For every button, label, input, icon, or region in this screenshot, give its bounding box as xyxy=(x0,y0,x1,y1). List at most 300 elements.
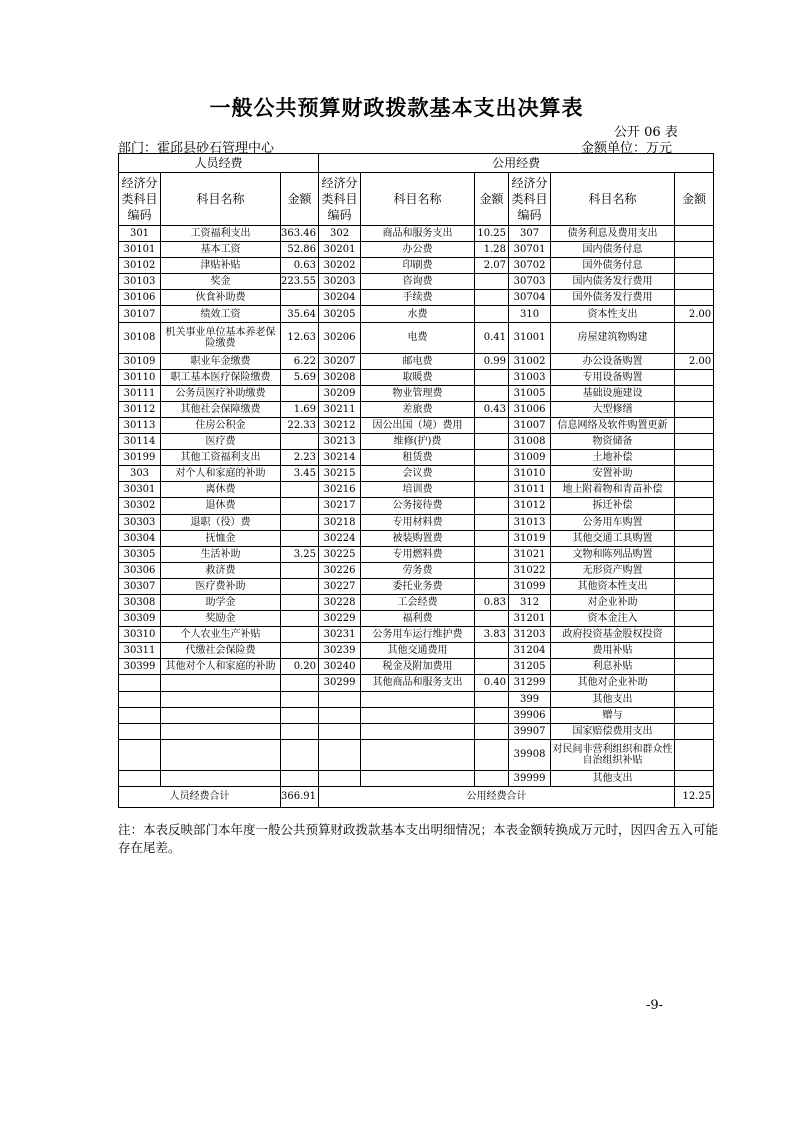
cell-name: 职业年金缴费 xyxy=(161,353,281,369)
cell-code xyxy=(119,770,161,786)
cell-name: 对个人和家庭的补助 xyxy=(161,466,281,482)
cell-name: 个人农业生产补贴 xyxy=(161,627,281,643)
cell-amount xyxy=(281,578,319,594)
cell-amount xyxy=(475,274,509,290)
cell-code: 30303 xyxy=(119,514,161,530)
cell-code: 30106 xyxy=(119,290,161,306)
table-row xyxy=(119,417,714,433)
cell-code: 31011 xyxy=(509,482,551,498)
cell-code: 30399 xyxy=(119,659,161,675)
cell-code: 31003 xyxy=(509,369,551,385)
cell-name: 福利费 xyxy=(361,611,475,627)
cell-amount xyxy=(475,723,509,739)
cell-amount xyxy=(281,530,319,546)
cell-amount xyxy=(675,498,714,514)
cell-amount xyxy=(475,417,509,433)
cell-name: 培训费 xyxy=(361,482,475,498)
cell-code: 30108 xyxy=(119,322,161,353)
table-row xyxy=(119,450,714,466)
cell-name: 安置补助 xyxy=(551,466,675,482)
public-total-value: 12.25 xyxy=(675,786,714,807)
footnote: 注：本表反映部门本年度一般公共预算财政拨款基本支出明细情况；本表金额转换成万元时，因四舍五入可能存在尾差。 xyxy=(118,822,719,855)
cell-code: 310 xyxy=(509,306,551,322)
cell-code: 30103 xyxy=(119,274,161,290)
cell-code: 31299 xyxy=(509,675,551,691)
cell-amount xyxy=(281,385,319,401)
table-row xyxy=(119,290,714,306)
cell-name: 利息补贴 xyxy=(551,659,675,675)
cell-code: 307 xyxy=(509,226,551,242)
cell-amount: 0.41 xyxy=(475,322,509,353)
cell-amount: 35.64 xyxy=(281,306,319,322)
cell-amount xyxy=(475,691,509,707)
table-row xyxy=(119,611,714,627)
cell-name: 退休费 xyxy=(161,498,281,514)
header-amount: 金额 xyxy=(675,173,714,226)
cell-amount xyxy=(675,369,714,385)
cell-amount xyxy=(281,514,319,530)
table-row xyxy=(119,401,714,417)
cell-name: 租赁费 xyxy=(361,450,475,466)
cell-amount xyxy=(281,723,319,739)
cell-amount xyxy=(475,530,509,546)
cell-name: 债务利息及费用支出 xyxy=(551,226,675,242)
cell-amount xyxy=(675,514,714,530)
cell-amount xyxy=(475,611,509,627)
cell-code: 30209 xyxy=(319,385,361,401)
cell-name xyxy=(161,707,281,723)
cell-name: 基本工资 xyxy=(161,242,281,258)
cell-name: 土地补偿 xyxy=(551,450,675,466)
cell-amount xyxy=(475,643,509,659)
cell-name: 国内债务发行费用 xyxy=(551,274,675,290)
cell-amount xyxy=(475,659,509,675)
cell-code: 30110 xyxy=(119,369,161,385)
cell-name: 基础设施建设 xyxy=(551,385,675,401)
cell-amount xyxy=(475,466,509,482)
cell-code: 30218 xyxy=(319,514,361,530)
cell-code: 30308 xyxy=(119,594,161,610)
cell-code: 30309 xyxy=(119,611,161,627)
cell-name xyxy=(161,770,281,786)
cell-code xyxy=(319,707,361,723)
cell-amount: 2.07 xyxy=(475,258,509,274)
cell-code: 30102 xyxy=(119,258,161,274)
cell-code xyxy=(119,723,161,739)
cell-amount xyxy=(675,578,714,594)
cell-code: 30307 xyxy=(119,578,161,594)
cell-name: 医疗费补助 xyxy=(161,578,281,594)
cell-code: 30112 xyxy=(119,401,161,417)
cell-name xyxy=(361,739,475,770)
cell-name xyxy=(161,723,281,739)
cell-code: 30239 xyxy=(319,643,361,659)
cell-code: 30111 xyxy=(119,385,161,401)
cell-code: 31005 xyxy=(509,385,551,401)
cell-amount xyxy=(675,242,714,258)
cell-amount xyxy=(475,514,509,530)
cell-amount xyxy=(281,611,319,627)
cell-code: 30214 xyxy=(319,450,361,466)
table-row xyxy=(119,226,714,242)
cell-name: 物资储备 xyxy=(551,434,675,450)
cell-code: 30206 xyxy=(319,322,361,353)
header-amount: 金额 xyxy=(281,173,319,226)
cell-code: 30299 xyxy=(319,675,361,691)
cell-code: 30301 xyxy=(119,482,161,498)
cell-name: 奖励金 xyxy=(161,611,281,627)
cell-code: 30702 xyxy=(509,258,551,274)
cell-code: 31021 xyxy=(509,546,551,562)
table-row xyxy=(119,659,714,675)
header-amount: 金额 xyxy=(475,173,509,226)
cell-name: 工会经费 xyxy=(361,594,475,610)
table-row xyxy=(119,482,714,498)
cell-name: 赠与 xyxy=(551,707,675,723)
cell-amount xyxy=(475,578,509,594)
cell-name: 对民间非营利组织和群众性自治组织补贴 xyxy=(551,739,675,770)
cell-code: 30228 xyxy=(319,594,361,610)
cell-name: 其他支出 xyxy=(551,770,675,786)
cell-code xyxy=(319,723,361,739)
header-name: 科目名称 xyxy=(161,173,281,226)
personnel-total-value: 366.91 xyxy=(281,786,319,807)
cell-name: 税金及附加费用 xyxy=(361,659,475,675)
cell-code: 30107 xyxy=(119,306,161,322)
table-row xyxy=(119,306,714,322)
cell-code: 30227 xyxy=(319,578,361,594)
cell-code: 31010 xyxy=(509,466,551,482)
cell-amount xyxy=(675,739,714,770)
cell-amount xyxy=(281,643,319,659)
cell-amount xyxy=(281,498,319,514)
cell-name: 津贴补贴 xyxy=(161,258,281,274)
cell-name: 维修(护)费 xyxy=(361,434,475,450)
cell-amount xyxy=(675,417,714,433)
table-row xyxy=(119,691,714,707)
cell-code: 30199 xyxy=(119,450,161,466)
table-row xyxy=(119,258,714,274)
table-row xyxy=(119,770,714,786)
cell-name: 劳务费 xyxy=(361,562,475,578)
cell-amount xyxy=(281,290,319,306)
cell-code: 312 xyxy=(509,594,551,610)
cell-code: 30305 xyxy=(119,546,161,562)
table-row xyxy=(119,546,714,562)
table-row xyxy=(119,707,714,723)
cell-amount xyxy=(475,498,509,514)
cell-name: 资本金注入 xyxy=(551,611,675,627)
cell-name: 商品和服务支出 xyxy=(361,226,475,242)
table-row xyxy=(119,562,714,578)
cell-amount xyxy=(281,627,319,643)
cell-name: 其他交通费用 xyxy=(361,643,475,659)
table-row xyxy=(119,578,714,594)
cell-name: 机关事业单位基本养老保险缴费 xyxy=(161,322,281,353)
department-label: 部门：霍邱县砂石管理中心 xyxy=(118,141,275,156)
cell-code: 39908 xyxy=(509,739,551,770)
cell-name: 因公出国（境）费用 xyxy=(361,417,475,433)
cell-name: 伙食补助费 xyxy=(161,290,281,306)
cell-code xyxy=(319,770,361,786)
cell-code: 31009 xyxy=(509,450,551,466)
report-title: 一般公共预算财政拨款基本支出决算表 xyxy=(209,95,584,120)
table-row xyxy=(119,739,714,770)
cell-amount xyxy=(475,546,509,562)
cell-amount xyxy=(675,434,714,450)
cell-amount xyxy=(675,611,714,627)
cell-code: 301 xyxy=(119,226,161,242)
cell-code: 31099 xyxy=(509,578,551,594)
cell-name: 信息网络及软件购置更新 xyxy=(551,417,675,433)
cell-name: 物业管理费 xyxy=(361,385,475,401)
cell-amount xyxy=(675,562,714,578)
cell-code: 31007 xyxy=(509,417,551,433)
cell-code: 31204 xyxy=(509,643,551,659)
cell-name: 国外债务付息 xyxy=(551,258,675,274)
cell-code: 31022 xyxy=(509,562,551,578)
cell-amount xyxy=(675,707,714,723)
cell-amount xyxy=(675,482,714,498)
cell-name: 公务用车购置 xyxy=(551,514,675,530)
cell-name: 大型修缮 xyxy=(551,401,675,417)
table-row xyxy=(119,627,714,643)
cell-amount xyxy=(675,450,714,466)
cell-name: 代缴社会保险费 xyxy=(161,643,281,659)
cell-name: 办公设备购置 xyxy=(551,353,675,369)
cell-code: 30201 xyxy=(319,242,361,258)
cell-name: 奖金 xyxy=(161,274,281,290)
cell-code: 30114 xyxy=(119,434,161,450)
cell-amount xyxy=(281,739,319,770)
cell-amount xyxy=(675,594,714,610)
cell-amount: 3.83 xyxy=(475,627,509,643)
cell-name: 专用材料费 xyxy=(361,514,475,530)
table-row xyxy=(119,274,714,290)
cell-amount: 3.45 xyxy=(281,466,319,482)
cell-name xyxy=(361,723,475,739)
cell-name: 文物和陈列品购置 xyxy=(551,546,675,562)
cell-name: 其他社会保障缴费 xyxy=(161,401,281,417)
cell-name xyxy=(361,691,475,707)
cell-code: 31008 xyxy=(509,434,551,450)
cell-amount xyxy=(475,369,509,385)
cell-code: 302 xyxy=(319,226,361,242)
cell-amount xyxy=(675,723,714,739)
cell-amount: 22.33 xyxy=(281,417,319,433)
cell-amount xyxy=(281,482,319,498)
page-number: -9- xyxy=(646,998,664,1013)
cell-code: 30701 xyxy=(509,242,551,258)
table-row xyxy=(119,675,714,691)
cell-name: 印刷费 xyxy=(361,258,475,274)
cell-code xyxy=(319,739,361,770)
cell-amount xyxy=(675,385,714,401)
cell-amount xyxy=(281,770,319,786)
cell-amount: 0.43 xyxy=(475,401,509,417)
cell-name: 国内债务付息 xyxy=(551,242,675,258)
cell-amount xyxy=(675,226,714,242)
cell-name: 其他对个人和家庭的补助 xyxy=(161,659,281,675)
table-row xyxy=(119,353,714,369)
cell-code: 31019 xyxy=(509,530,551,546)
cell-amount: 0.63 xyxy=(281,258,319,274)
cell-amount xyxy=(675,530,714,546)
cell-code xyxy=(119,675,161,691)
cell-name: 工资福利支出 xyxy=(161,226,281,242)
cell-code: 31002 xyxy=(509,353,551,369)
cell-code: 31201 xyxy=(509,611,551,627)
table-row xyxy=(119,242,714,258)
cell-code: 30208 xyxy=(319,369,361,385)
cell-name: 地上附着物和青苗补偿 xyxy=(551,482,675,498)
cell-name: 咨询费 xyxy=(361,274,475,290)
cell-name: 对企业补助 xyxy=(551,594,675,610)
cell-code xyxy=(319,691,361,707)
cell-name: 其他资本性支出 xyxy=(551,578,675,594)
cell-code: 30217 xyxy=(319,498,361,514)
header-code: 经济分类科目编码 xyxy=(319,173,361,226)
column-header-row xyxy=(119,173,714,226)
cell-code: 30240 xyxy=(319,659,361,675)
cell-amount xyxy=(281,434,319,450)
cell-code: 30231 xyxy=(319,627,361,643)
cell-code xyxy=(119,707,161,723)
cell-amount xyxy=(475,482,509,498)
cell-amount xyxy=(675,546,714,562)
cell-name: 其他工资福利支出 xyxy=(161,450,281,466)
cell-code xyxy=(119,739,161,770)
cell-amount xyxy=(281,675,319,691)
cell-amount: 12.63 xyxy=(281,322,319,353)
table-row xyxy=(119,466,714,482)
cell-code: 30205 xyxy=(319,306,361,322)
section-public: 公用经费 xyxy=(319,154,714,173)
cell-code: 30225 xyxy=(319,546,361,562)
cell-code: 30203 xyxy=(319,274,361,290)
cell-name: 电费 xyxy=(361,322,475,353)
form-number: 公开 06 表 xyxy=(614,125,678,140)
table-row xyxy=(119,643,714,659)
cell-name: 其他交通工具购置 xyxy=(551,530,675,546)
cell-amount xyxy=(675,691,714,707)
cell-code: 30212 xyxy=(319,417,361,433)
cell-amount xyxy=(475,306,509,322)
cell-name: 公务用车运行维护费 xyxy=(361,627,475,643)
cell-amount xyxy=(475,290,509,306)
cell-amount xyxy=(281,707,319,723)
cell-code: 30306 xyxy=(119,562,161,578)
cell-amount xyxy=(475,450,509,466)
cell-name xyxy=(361,707,475,723)
cell-amount xyxy=(675,258,714,274)
cell-name xyxy=(361,770,475,786)
cell-name: 被装购置费 xyxy=(361,530,475,546)
cell-name xyxy=(161,691,281,707)
cell-name xyxy=(161,675,281,691)
cell-name: 专用燃料费 xyxy=(361,546,475,562)
cell-amount xyxy=(475,385,509,401)
cell-name: 费用补贴 xyxy=(551,643,675,659)
cell-name: 其他支出 xyxy=(551,691,675,707)
cell-code: 31203 xyxy=(509,627,551,643)
cell-name: 助学金 xyxy=(161,594,281,610)
cell-name: 办公费 xyxy=(361,242,475,258)
amount-unit-label: 金额单位：万元 xyxy=(581,141,673,156)
cell-amount xyxy=(281,691,319,707)
cell-code: 39907 xyxy=(509,723,551,739)
cell-code: 30215 xyxy=(319,466,361,482)
cell-code: 31001 xyxy=(509,322,551,353)
table-row xyxy=(119,434,714,450)
cell-name: 政府投资基金股权投资 xyxy=(551,627,675,643)
cell-name: 医疗费 xyxy=(161,434,281,450)
cell-amount xyxy=(675,466,714,482)
cell-amount xyxy=(475,770,509,786)
section-header-row xyxy=(119,154,714,173)
table-row xyxy=(119,498,714,514)
cell-amount: 0.20 xyxy=(281,659,319,675)
cell-name: 救济费 xyxy=(161,562,281,578)
cell-amount: 0.83 xyxy=(475,594,509,610)
cell-name: 生活补助 xyxy=(161,546,281,562)
header-code: 经济分类科目编码 xyxy=(509,173,551,226)
cell-name: 离休费 xyxy=(161,482,281,498)
cell-amount xyxy=(675,659,714,675)
cell-name: 公务接待费 xyxy=(361,498,475,514)
cell-code: 39999 xyxy=(509,770,551,786)
cell-amount: 223.55 xyxy=(281,274,319,290)
cell-code xyxy=(119,691,161,707)
cell-name: 取暖费 xyxy=(361,369,475,385)
cell-amount xyxy=(675,675,714,691)
cell-amount: 1.69 xyxy=(281,401,319,417)
cell-name: 房屋建筑物购建 xyxy=(551,322,675,353)
cell-amount: 0.40 xyxy=(475,675,509,691)
cell-code: 30226 xyxy=(319,562,361,578)
cell-code: 39906 xyxy=(509,707,551,723)
cell-name xyxy=(161,739,281,770)
cell-amount xyxy=(475,739,509,770)
cell-code: 30216 xyxy=(319,482,361,498)
cell-amount: 3.25 xyxy=(281,546,319,562)
expenditure-table xyxy=(118,153,714,808)
cell-amount: 10.25 xyxy=(475,226,509,242)
cell-code: 31012 xyxy=(509,498,551,514)
cell-amount xyxy=(675,322,714,353)
cell-amount: 6.22 xyxy=(281,353,319,369)
cell-code: 399 xyxy=(509,691,551,707)
cell-amount xyxy=(675,643,714,659)
cell-amount: 2.00 xyxy=(675,306,714,322)
totals-row xyxy=(119,786,714,807)
cell-amount: 1.28 xyxy=(475,242,509,258)
cell-name: 其他对企业补助 xyxy=(551,675,675,691)
header-name: 科目名称 xyxy=(361,173,475,226)
cell-name: 资本性支出 xyxy=(551,306,675,322)
cell-name: 公务员医疗补助缴费 xyxy=(161,385,281,401)
cell-name: 委托业务费 xyxy=(361,578,475,594)
cell-amount xyxy=(675,274,714,290)
cell-code: 30311 xyxy=(119,643,161,659)
cell-name: 退职（役）费 xyxy=(161,514,281,530)
table-row xyxy=(119,514,714,530)
public-total-label: 公用经费合计 xyxy=(319,786,675,807)
table-row xyxy=(119,594,714,610)
cell-name: 其他商品和服务支出 xyxy=(361,675,475,691)
personnel-total-label: 人员经费合计 xyxy=(119,786,281,807)
cell-code: 30224 xyxy=(319,530,361,546)
